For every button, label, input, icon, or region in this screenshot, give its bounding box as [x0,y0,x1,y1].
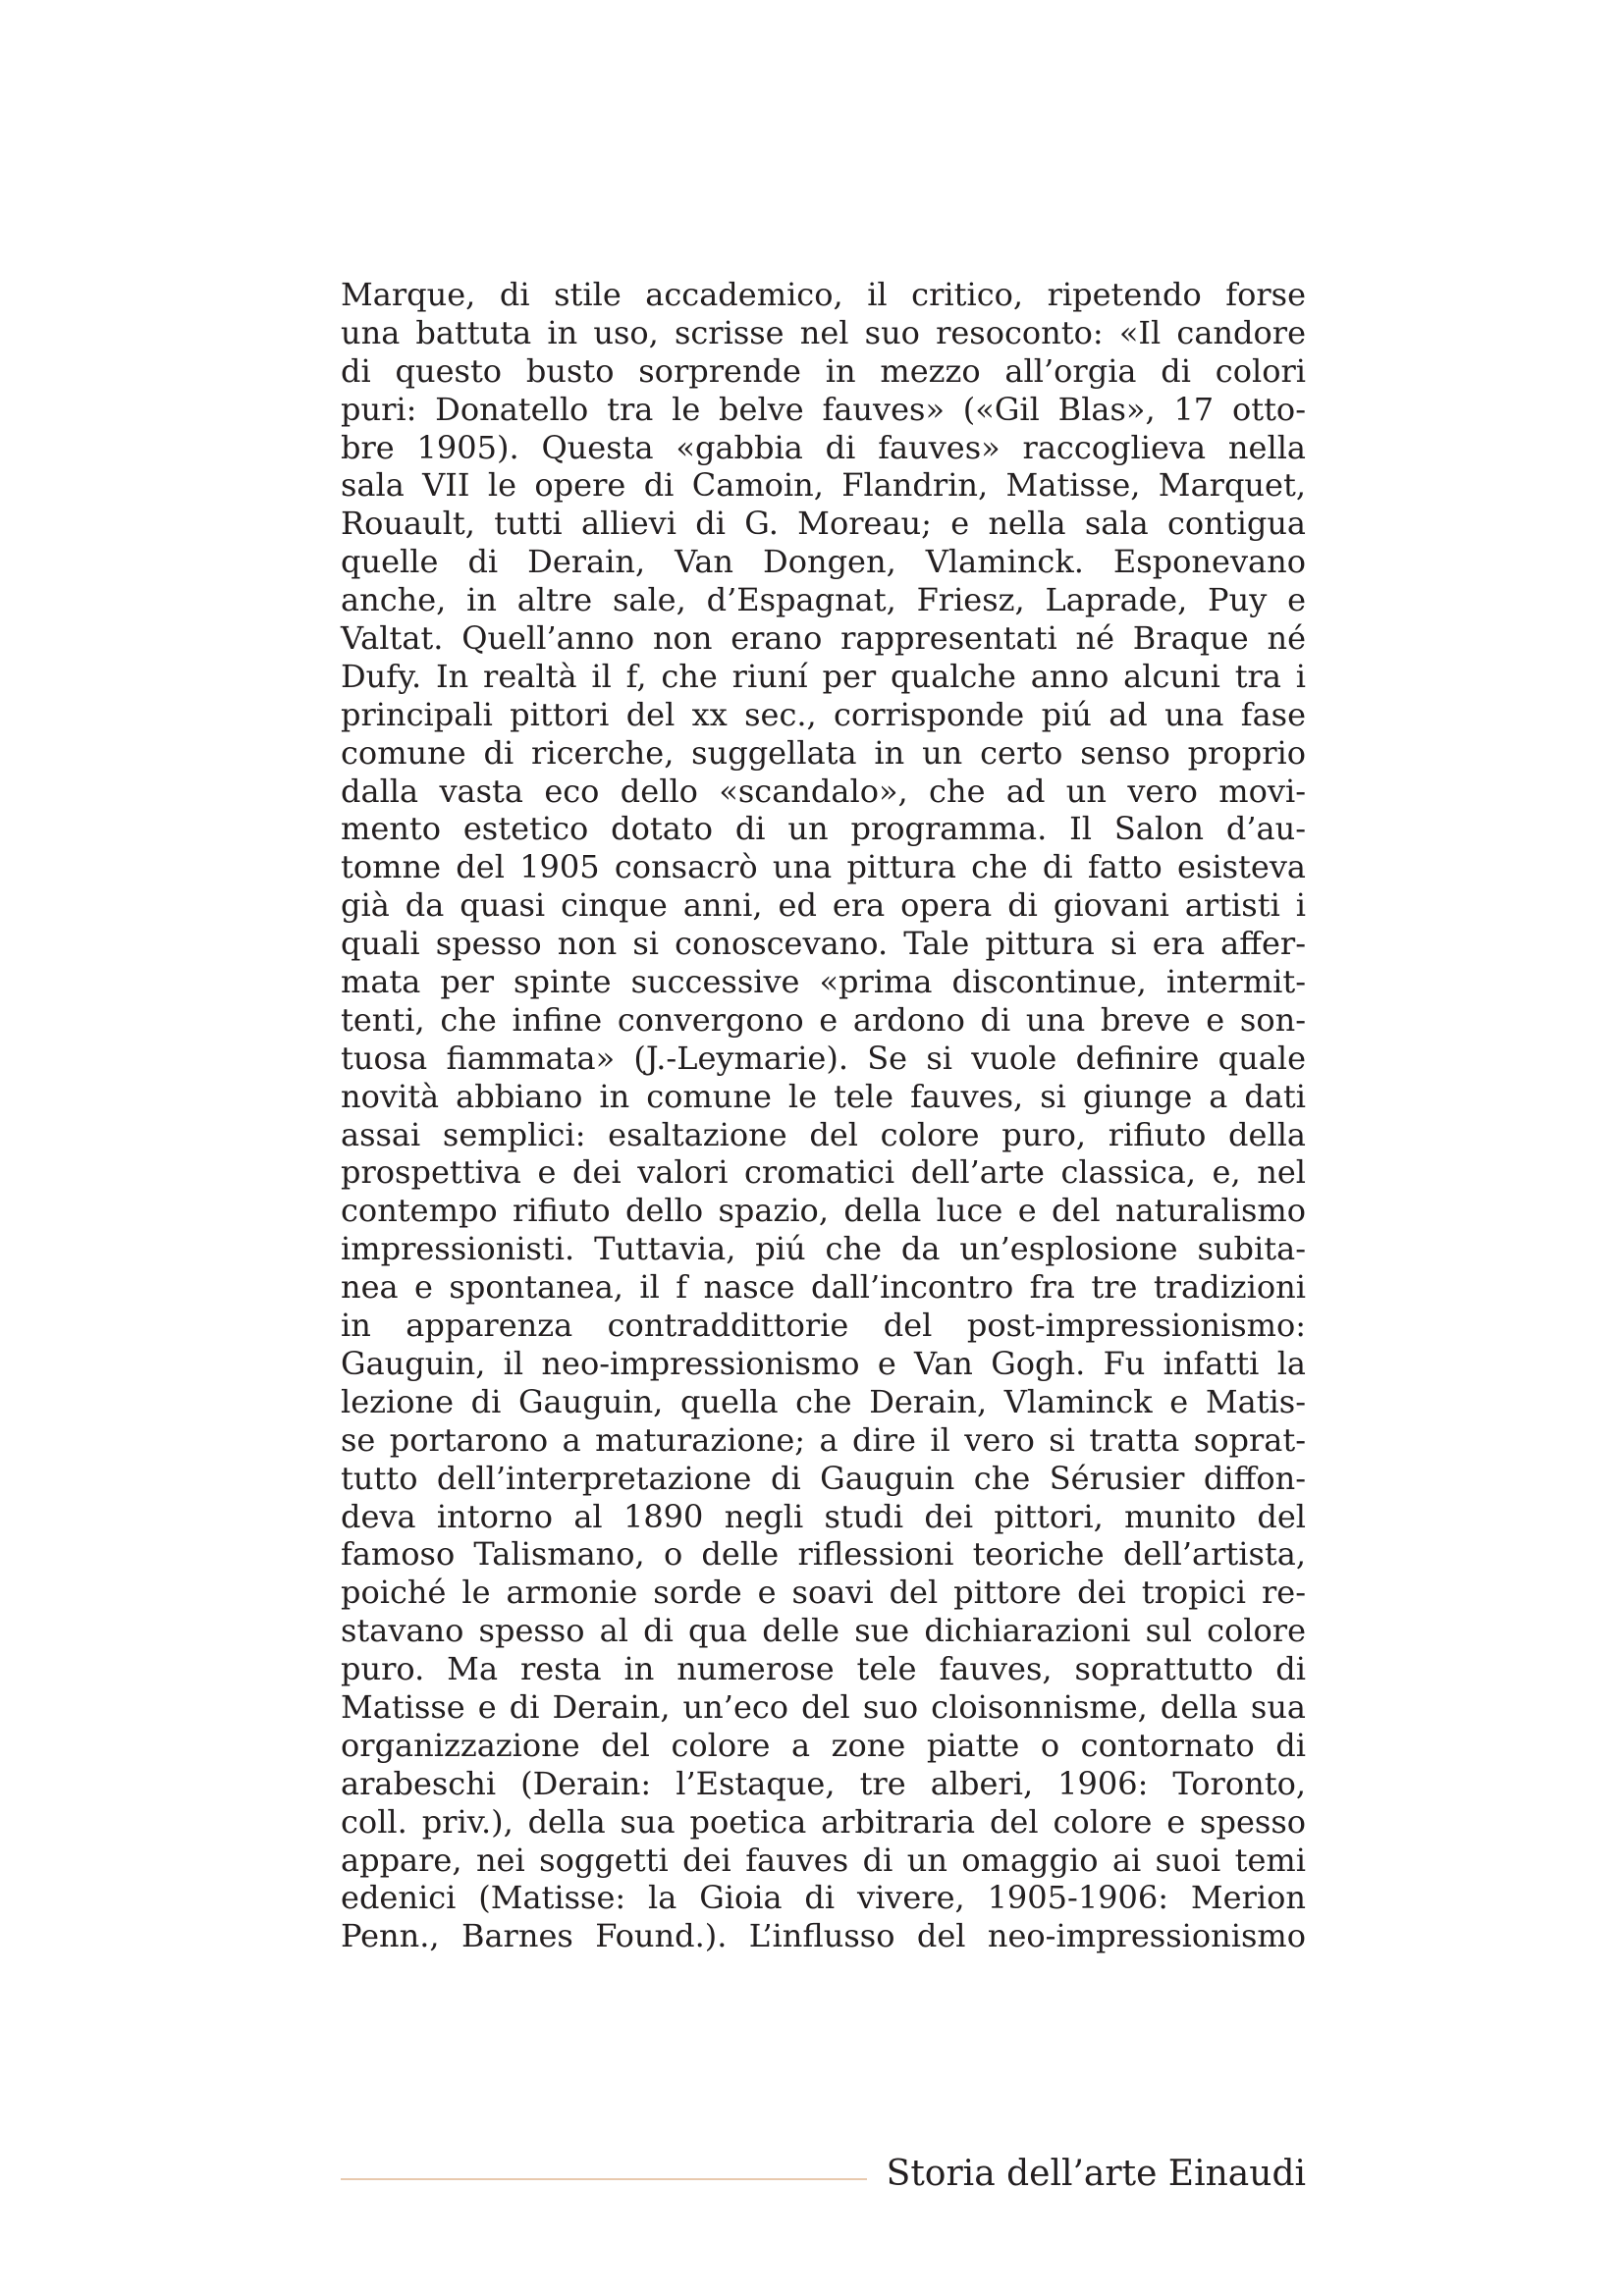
text-line: arabeschi (Derain: l’Estaque, tre alberi, 1906: Toronto, [341,1764,1306,1802]
text-line: Penn., Barnes Found.). L’influsso del neo-impressionismo [341,1917,1306,1955]
text-line: una battuta in uso, scrisse nel suo resoconto: «Il candore [341,313,1306,351]
text-line: organizzazione del colore a zone piatte o contornato di [341,1726,1306,1764]
text-line: Marque, di stile accademico, il critico, ripetendo forse [341,276,1306,313]
footer-rule [341,2178,867,2180]
text-line: mata per spinte successive «prima discontinue, intermit- [341,963,1306,1001]
text-line: Matisse e di Derain, un’eco del suo cloisonnisme, della sua [341,1687,1306,1726]
text-line: in apparenza contraddittorie del post-impressionismo: [341,1307,1306,1345]
text-line: edenici (Matisse: la Gioia di vivere, 1905-1906: Merion [341,1879,1306,1917]
text-line: impressionisti. Tuttavia, piú che da un’esplosione subita- [341,1230,1306,1268]
text-line: principali pittori del xx sec., corrisponde piú ad una fase [341,695,1306,733]
text-line: assai semplici: esaltazione del colore puro, rifiuto della [341,1115,1306,1153]
text-line: nea e spontanea, il f nasce dall’incontro fra tre tradizioni [341,1268,1306,1307]
text-line: tuosa fiammata» (J.-Leymarie). Se si vuole definire quale [341,1039,1306,1077]
text-line: tomne del 1905 consacrò una pittura che di fatto esisteva [341,848,1306,886]
text-line: anche, in altre sale, d’Espagnat, Friesz, Laprade, Puy e [341,581,1306,619]
text-line: tenti, che infine convergono e ardono di una breve e son- [341,1000,1306,1039]
text-line: comune di ricerche, suggellata in un certo senso proprio [341,733,1306,772]
text-line: puro. Ma resta in numerose tele fauves, soprattutto di [341,1650,1306,1688]
text-line: novità abbiano in comune le tele fauves, si giunge a dati [341,1077,1306,1115]
text-line: già da quasi cinque anni, ed era opera di giovani artisti i [341,886,1306,925]
text-line: Gauguin, il neo-impressionismo e Van Gogh. Fu infatti la [341,1344,1306,1382]
text-line: prospettiva e dei valori cromatici dell’arte classica, e, nel [341,1153,1306,1192]
text-line: Dufy. In realtà il f, che riuní per qualche anno alcuni tra i [341,657,1306,695]
text-line: mento estetico dotato di un programma. Il Salon d’au- [341,810,1306,848]
text-line: se portarono a maturazione; a dire il vero si tratta soprat- [341,1420,1306,1459]
text-line: di questo busto sorprende in mezzo all’orgia di colori [341,351,1306,390]
text-line: bre 1905). Questa «gabbia di fauves» raccoglieva nella [341,428,1306,466]
text-line: puri: Donatello tra le belve fauves» («Gil Blas», 17 otto- [341,390,1306,428]
text-line: dalla vasta eco dello «scandalo», che ad un vero movi- [341,772,1306,810]
text-line: tutto dell’interpretazione di Gauguin che Sérusier diffon- [341,1459,1306,1497]
text-line: poiché le armonie sorde e soavi del pittore dei tropici re- [341,1574,1306,1612]
body-text [341,276,1306,1955]
text-line: Valtat. Quell’anno non erano rappresentati né Braque né [341,619,1306,658]
text-line: coll. priv.), della sua poetica arbitraria del colore e spesso [341,1802,1306,1841]
text-line: quali spesso non si conoscevano. Tale pittura si era affer- [341,925,1306,963]
text-line: deva intorno al 1890 negli studi dei pittori, munito del [341,1497,1306,1535]
text-line: Rouault, tutti allievi di G. Moreau; e nella sala contigua [341,505,1306,543]
text-line: lezione di Gauguin, quella che Derain, Vlaminck e Matis- [341,1382,1306,1420]
text-line: quelle di Derain, Van Dongen, Vlaminck. Esponevano [341,543,1306,581]
text-line: sala VII le opere di Camoin, Flandrin, Matisse, Marquet, [341,466,1306,505]
footer-title: Storia dell’arte Einaudi [886,2154,1306,2194]
text-line: appare, nei soggetti dei fauves di un omaggio ai suoi temi [341,1841,1306,1879]
text-line: famoso Talismano, o delle riflessioni teoriche dell’artista, [341,1535,1306,1574]
text-line: stavano spesso al di qua delle sue dichiarazioni sul colore [341,1612,1306,1650]
text-line: contempo rifiuto dello spazio, della luce e del naturalismo [341,1192,1306,1230]
